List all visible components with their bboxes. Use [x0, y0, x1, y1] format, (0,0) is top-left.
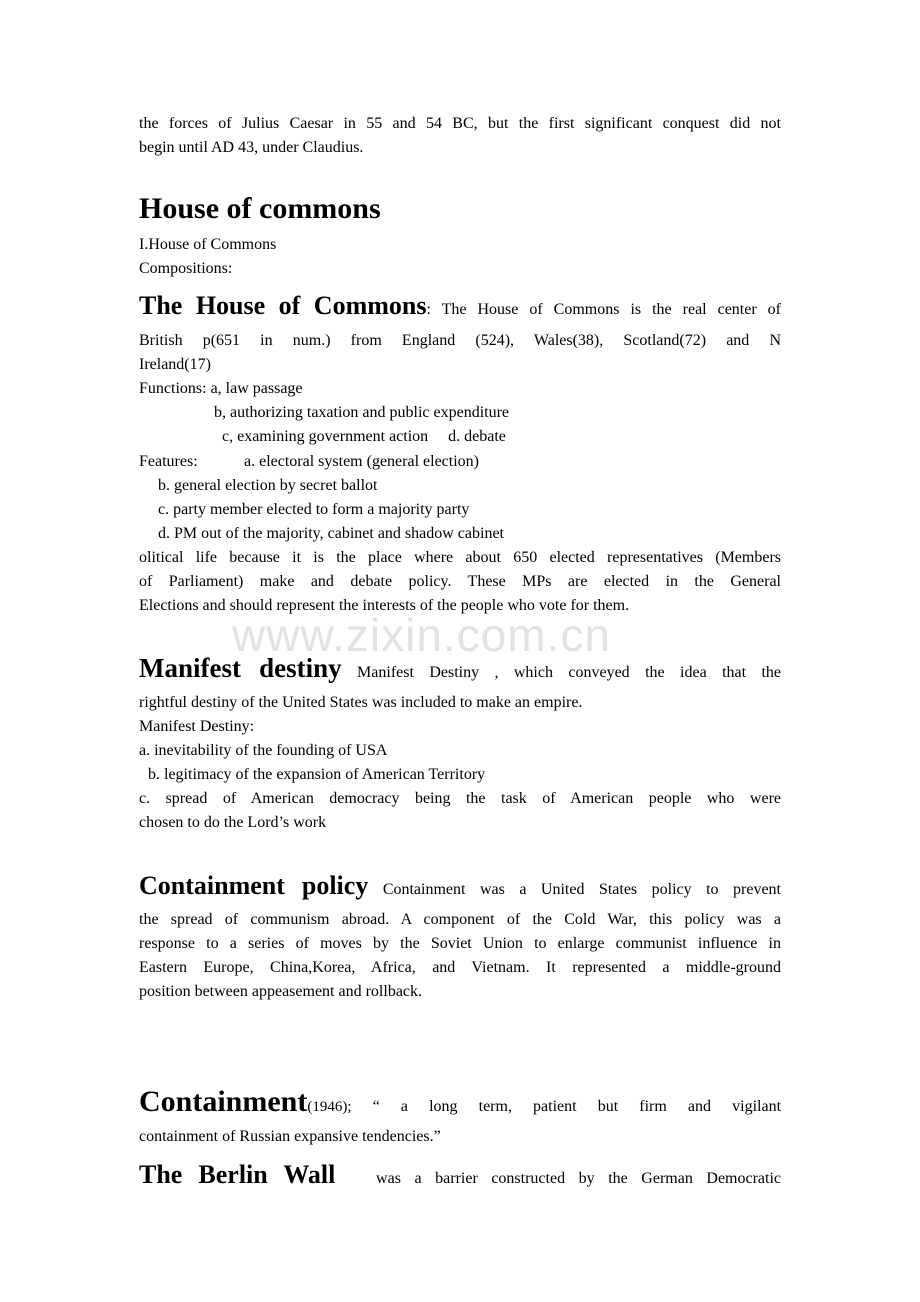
- paragraph-line: olitical life because it is the place where about 650 elected representatives (Members: [139, 549, 781, 566]
- quote: “ a long term, patient but firm and vigilant: [372, 1098, 782, 1115]
- year: (1946);: [307, 1099, 352, 1115]
- paragraph-line: containment of Russian expansive tendencies.”: [139, 1128, 441, 1145]
- definition: Manifest Destiny , which conveyed the idea that the: [357, 664, 781, 681]
- paragraph-line: Eastern Europe, China,Korea, Africa, and Vietnam. It represented a middle-ground: [139, 959, 781, 976]
- subheading: I.House of Commons: [139, 236, 277, 253]
- definition: was a barrier constructed by the German Democratic: [376, 1170, 782, 1187]
- paragraph-line: [139, 1084, 781, 1125]
- paragraph-line: response to a series of moves by the Soviet Union to enlarge communist influence in: [139, 935, 781, 952]
- paragraph-line: British p(651 in num.) from England (524), Wales(38), Scotland(72) and N: [139, 332, 781, 349]
- list-item: c. spread of American democracy being the task of American people who were: [139, 790, 781, 807]
- intro-line: begin until AD 43, under Claudius.: [139, 139, 364, 156]
- paragraph-line: rightful destiny of the United States was included to make an empire.: [139, 694, 583, 711]
- features-item: b. general election by secret ballot: [158, 477, 378, 494]
- definition: : The House of Commons is the real center of: [426, 301, 782, 318]
- list-item: a. inevitability of the founding of USA: [139, 742, 388, 759]
- term: Containment policy: [139, 871, 369, 900]
- features-item: a. electoral system (general election): [244, 453, 479, 470]
- paragraph-line: [139, 652, 781, 689]
- paragraph-line: [139, 290, 781, 326]
- paragraph-line: the spread of communism abroad. A component of the Cold War, this policy was a: [139, 911, 781, 928]
- term: The Berlin Wall: [139, 1160, 336, 1189]
- paragraph-line: [139, 870, 781, 906]
- functions-item: c, examining government action d. debate: [222, 428, 506, 445]
- paragraph-line: Manifest Destiny:: [139, 718, 255, 735]
- list-item: chosen to do the Lord’s work: [139, 814, 327, 831]
- definition: Containment was a United States policy to prevent: [382, 881, 781, 898]
- paragraph-line: [139, 1159, 781, 1195]
- term: Manifest destiny: [139, 653, 342, 683]
- paragraph-line: Elections and should represent the interests of the people who vote for them.: [139, 597, 630, 614]
- paragraph-line: of Parliament) make and debate policy. These MPs are elected in the General: [139, 573, 781, 590]
- features-label: Features:: [139, 453, 198, 470]
- section-heading: House of commons: [139, 192, 381, 225]
- list-item: b. legitimacy of the expansion of American Territory: [148, 766, 486, 783]
- intro-line: the forces of Julius Caesar in 55 and 54 BC, but the first significant conquest did not: [139, 115, 781, 132]
- functions-item: b, authorizing taxation and public expenditure: [214, 404, 510, 421]
- functions-item: Functions: a, law passage: [139, 380, 303, 397]
- paragraph-line: position between appeasement and rollback.: [139, 983, 423, 1000]
- features-item: d. PM out of the majority, cabinet and shadow cabinet: [158, 525, 504, 542]
- features-line: [139, 450, 479, 474]
- term: The House of Commons: [139, 291, 427, 320]
- subheading: Compositions:: [139, 260, 233, 277]
- term: Containment: [139, 1085, 308, 1118]
- paragraph-line: Ireland(17): [139, 356, 211, 373]
- features-item: c. party member elected to form a majority party: [158, 501, 470, 518]
- watermark: www.zixin.com.cn: [232, 609, 611, 661]
